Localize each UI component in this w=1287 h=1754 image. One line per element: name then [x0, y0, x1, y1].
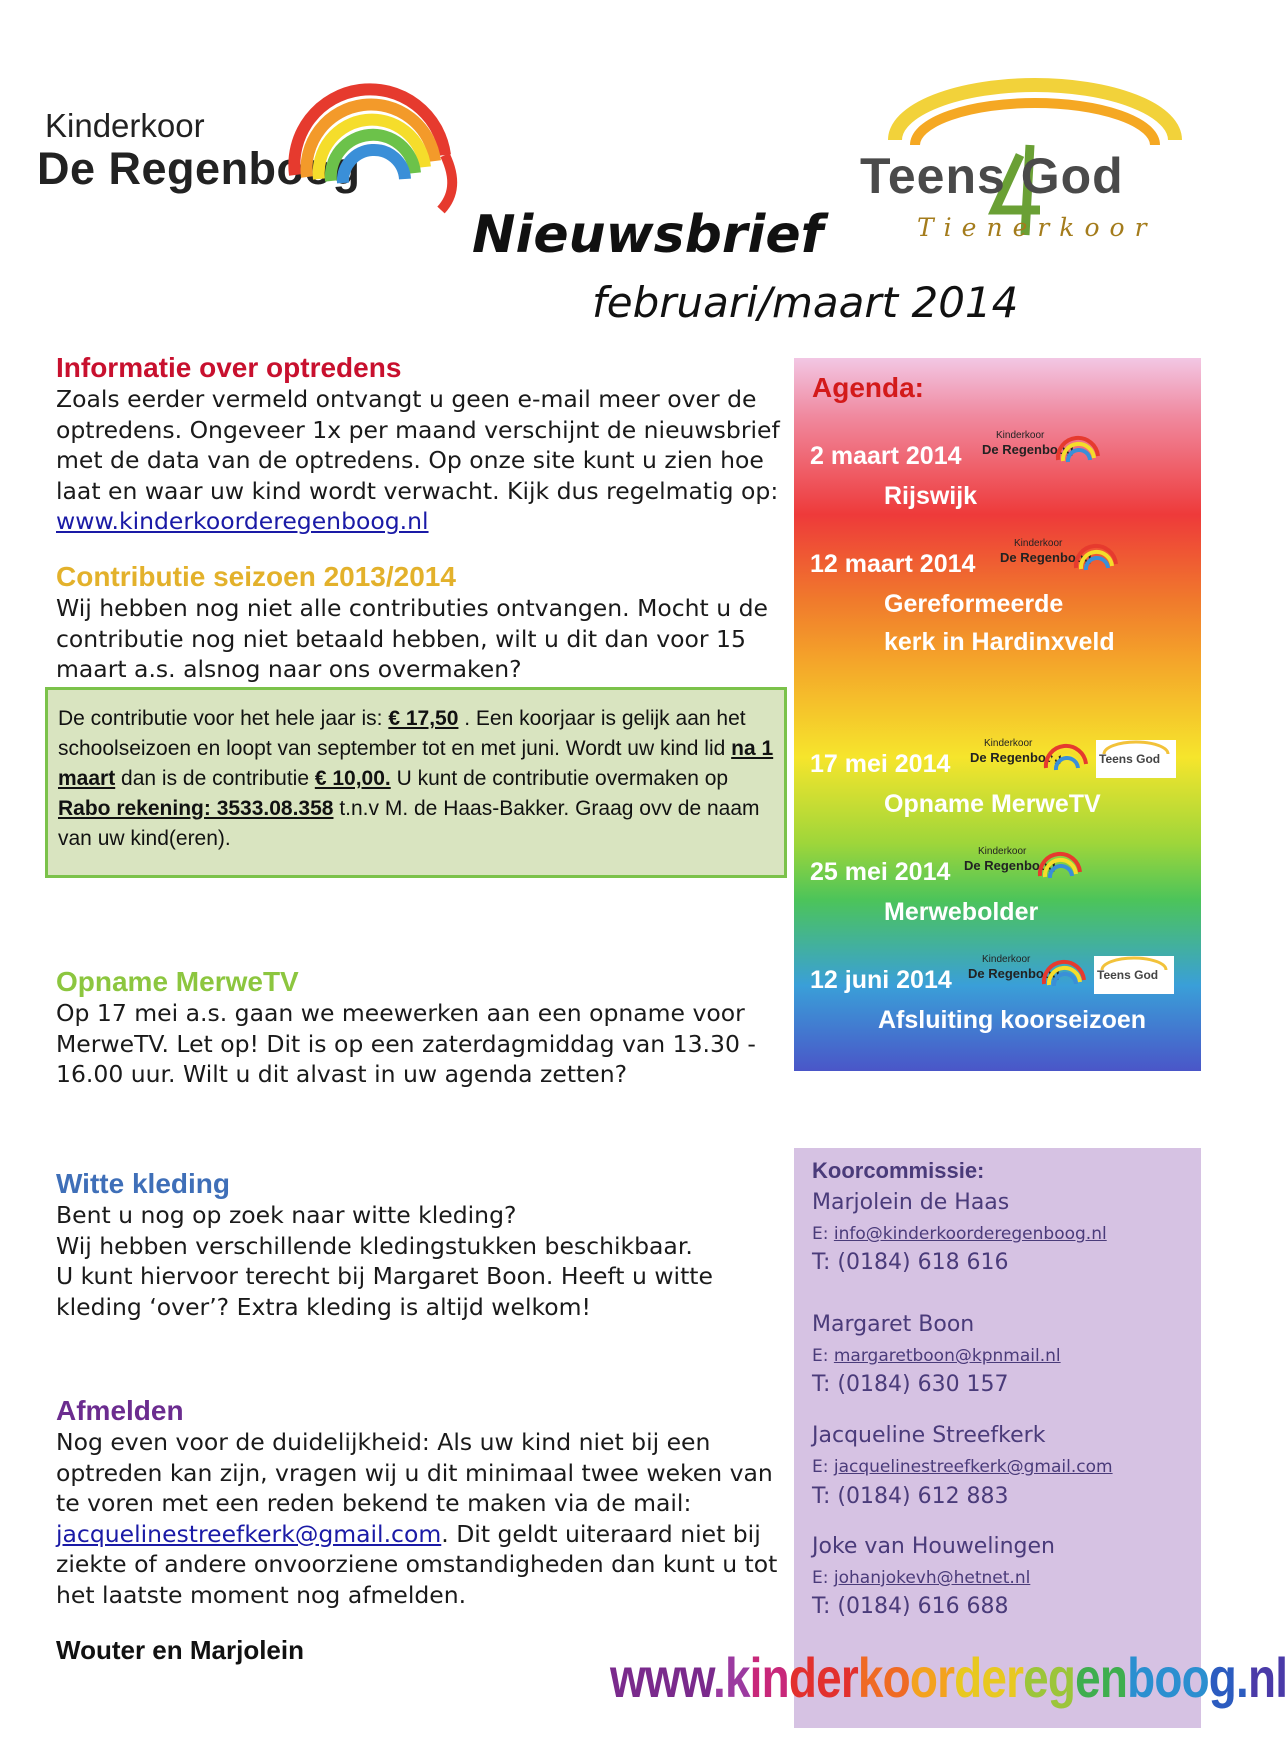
rainbow-icon: [275, 85, 475, 215]
member-email-link[interactable]: johanjokevh@hetnet.nl: [833, 1568, 1031, 1588]
website-wordmark: [610, 1645, 1287, 1735]
agenda-date-5: 12 juni 2014: [810, 966, 952, 994]
box-bank-account: Rabo rekening: 3533.08.358: [58, 797, 334, 820]
box-text-2: . Een koorjaar is gelijk aan het schoolseizoen en loopt van september tot en met juni. Wordt uw kind lid: [58, 707, 746, 760]
paragraph-informatie-text: Zoals eerder vermeld ontvangt u geen e-mail meer over de optredens. Ongeveer 1x per maand verschijnt de nieuwsbrief met de data van de optredens. Op onze site kunt u zien hoe laat en waar uw kind wordt verwacht. Kijk dus regelmatig op:: [56, 385, 780, 505]
box-text-4: U kunt de contributie overmaken op: [390, 767, 729, 790]
agenda-place-2-line1: Gereformeerde: [884, 590, 1064, 618]
heading-afmelden: Afmelden: [56, 1395, 184, 1426]
member-phone: T: (0184) 630 157: [812, 1372, 1009, 1397]
koorcommissie-panel: [794, 1148, 1201, 1728]
kinderkoor-logo-line1: Kinderkoor: [45, 107, 205, 144]
box-date: na 1 maart: [58, 737, 774, 790]
page-subtitle: februari/maart 2014: [592, 278, 1019, 327]
kinderkoor-logo-line2: De Regenboog: [37, 143, 361, 194]
witte-line-1: Bent u nog op zoek naar witte kleding?: [56, 1201, 517, 1229]
email-prefix: E:: [812, 1568, 834, 1588]
rainbow-icon: [1040, 954, 1088, 990]
agenda-place-5: Afsluiting koorseizoen: [878, 1006, 1147, 1034]
agenda-place-1: Rijswijk: [884, 482, 978, 510]
mini-teens4god-logo: Teens God: [1096, 740, 1176, 778]
rainbow-icon: [1036, 846, 1084, 882]
member-email: [812, 1457, 1113, 1477]
agenda-panel: [794, 358, 1201, 1071]
member-email: [812, 1568, 1030, 1588]
box-amount-reduced: € 10,00.: [314, 767, 391, 790]
box-text-5: t.n.v M. de Haas-Bakker. Graag ovv de naam van uw kind(eren).: [58, 797, 760, 850]
member-name: Marjolein de Haas: [812, 1190, 1010, 1215]
box-amount-full: € 17,50: [388, 707, 459, 730]
member-email-link[interactable]: jacquelinestreefkerk@gmail.com: [833, 1457, 1113, 1477]
mini-teens4god-logo: Teens God: [1094, 956, 1174, 994]
agenda-title: Agenda:: [812, 372, 924, 403]
agenda-place-3: Opname MerweTV: [884, 790, 1101, 818]
member-phone: T: (0184) 616 688: [812, 1594, 1009, 1619]
page-title: Nieuwsbrief: [472, 205, 824, 265]
member-email-link[interactable]: margaretboon@kpnmail.nl: [833, 1346, 1061, 1366]
member-email: [812, 1224, 1107, 1244]
afmelden-text-2: . Dit geldt uiteraard niet bij ziekte of andere onvoorziene omstandigheden dan kunt u tot het laatste moment nog afmelden.: [56, 1519, 778, 1609]
contributie-info-box: [45, 687, 787, 878]
agenda-date-2: 12 maart 2014: [810, 550, 976, 578]
paragraph-witte-kleding: [56, 1200, 796, 1322]
heading-informatie: Informatie over optredens: [56, 352, 402, 383]
mini-kinderkoor-logo: Kinderkoor De Regenboog: [964, 846, 1094, 888]
agenda-place-2-line2: kerk in Hardinxveld: [884, 628, 1115, 656]
email-prefix: E:: [812, 1457, 834, 1477]
website-wordmark-text: www.kinderkoorderegenboog.nl: [610, 1646, 1287, 1709]
afmelden-text-1: Nog even voor de duidelijkheid: Als uw kind niet bij een optreden kan zijn, vragen wij u dit minimaal twee weken van te voren met een reden bekend te maken via de mail:: [56, 1428, 773, 1517]
teens4god-logo-sub: Tienerkoor: [917, 213, 1157, 242]
heading-contributie: Contributie seizoen 2013/2014: [56, 561, 456, 592]
agenda-place-4: Merwebolder: [884, 898, 1039, 926]
member-email: [812, 1346, 1061, 1366]
mini-kinderkoor-logo: Kinderkoor De Regenboog: [982, 430, 1112, 472]
heading-merwetv: Opname MerweTV: [56, 966, 299, 997]
paragraph-contributie: Wij hebben nog niet alle contributies ontvangen. Mocht u de contributie nog niet betaald hebben, wilt u dit dan voor 15 maart a.s. alsnog naar ons overmaken?: [56, 594, 768, 683]
paragraph-afmelden: [56, 1427, 796, 1610]
email-prefix: E:: [812, 1224, 834, 1244]
member-name: Jacqueline Streefkerk: [812, 1423, 1046, 1448]
email-prefix: E:: [812, 1346, 834, 1366]
mini-kinderkoor-logo: Kinderkoor De Regenboog: [970, 738, 1100, 780]
member-name: Margaret Boon: [812, 1312, 975, 1337]
mini-kinderkoor-logo: Kinderkoor De Regenboog: [1000, 538, 1130, 580]
mini-kinderkoor-logo: Kinderkoor De Regenboog: [968, 954, 1098, 996]
member-phone: T: (0184) 618 616: [812, 1250, 1009, 1275]
agenda-date-4: 25 mei 2014: [810, 858, 951, 886]
box-text-3: dan is de contributie: [115, 767, 315, 790]
witte-line-3: U kunt hiervoor terecht bij Margaret Boon. Heeft u witte kleding ‘over’? Extra kleding is altijd welkom!: [56, 1262, 713, 1321]
agenda-date-3: 17 mei 2014: [810, 750, 951, 778]
rainbow-icon: [1042, 738, 1090, 774]
paragraph-informatie: [56, 384, 796, 537]
teens4god-logo: [855, 85, 1210, 260]
kinderkoor-logo: [35, 85, 465, 225]
afmelden-email-link[interactable]: jacquelinestreefkerk@gmail.com: [56, 1519, 442, 1548]
member-email-link[interactable]: info@kinderkoorderegenboog.nl: [833, 1224, 1107, 1244]
rainbow-icon: [1054, 430, 1102, 466]
koorcommissie-title: Koorcommissie:: [812, 1158, 985, 1183]
signature: Wouter en Marjolein: [56, 1635, 304, 1665]
rainbow-icon: [1072, 538, 1120, 574]
agenda-date-1: 2 maart 2014: [810, 442, 962, 470]
witte-line-2: Wij hebben verschillende kledingstukken beschikbaar.: [56, 1231, 693, 1260]
site-link[interactable]: www.kinderkoorderegenboog.nl: [56, 507, 429, 535]
heading-witte-kleding: Witte kleding: [56, 1168, 230, 1199]
box-text-1: De contributie voor het hele jaar is:: [58, 707, 389, 730]
member-phone: T: (0184) 612 883: [812, 1484, 1009, 1509]
teens4god-logo-name: Teens God: [860, 148, 1124, 204]
member-name: Joke van Houwelingen: [812, 1534, 1055, 1559]
paragraph-merwetv: Op 17 mei a.s. gaan we meewerken aan een opname voor MerweTV. Let op! Dit is op een zaterdagmiddag van 13.30 - 16.00 uur. Wilt u dit alvast in uw agenda zetten?: [56, 999, 756, 1088]
